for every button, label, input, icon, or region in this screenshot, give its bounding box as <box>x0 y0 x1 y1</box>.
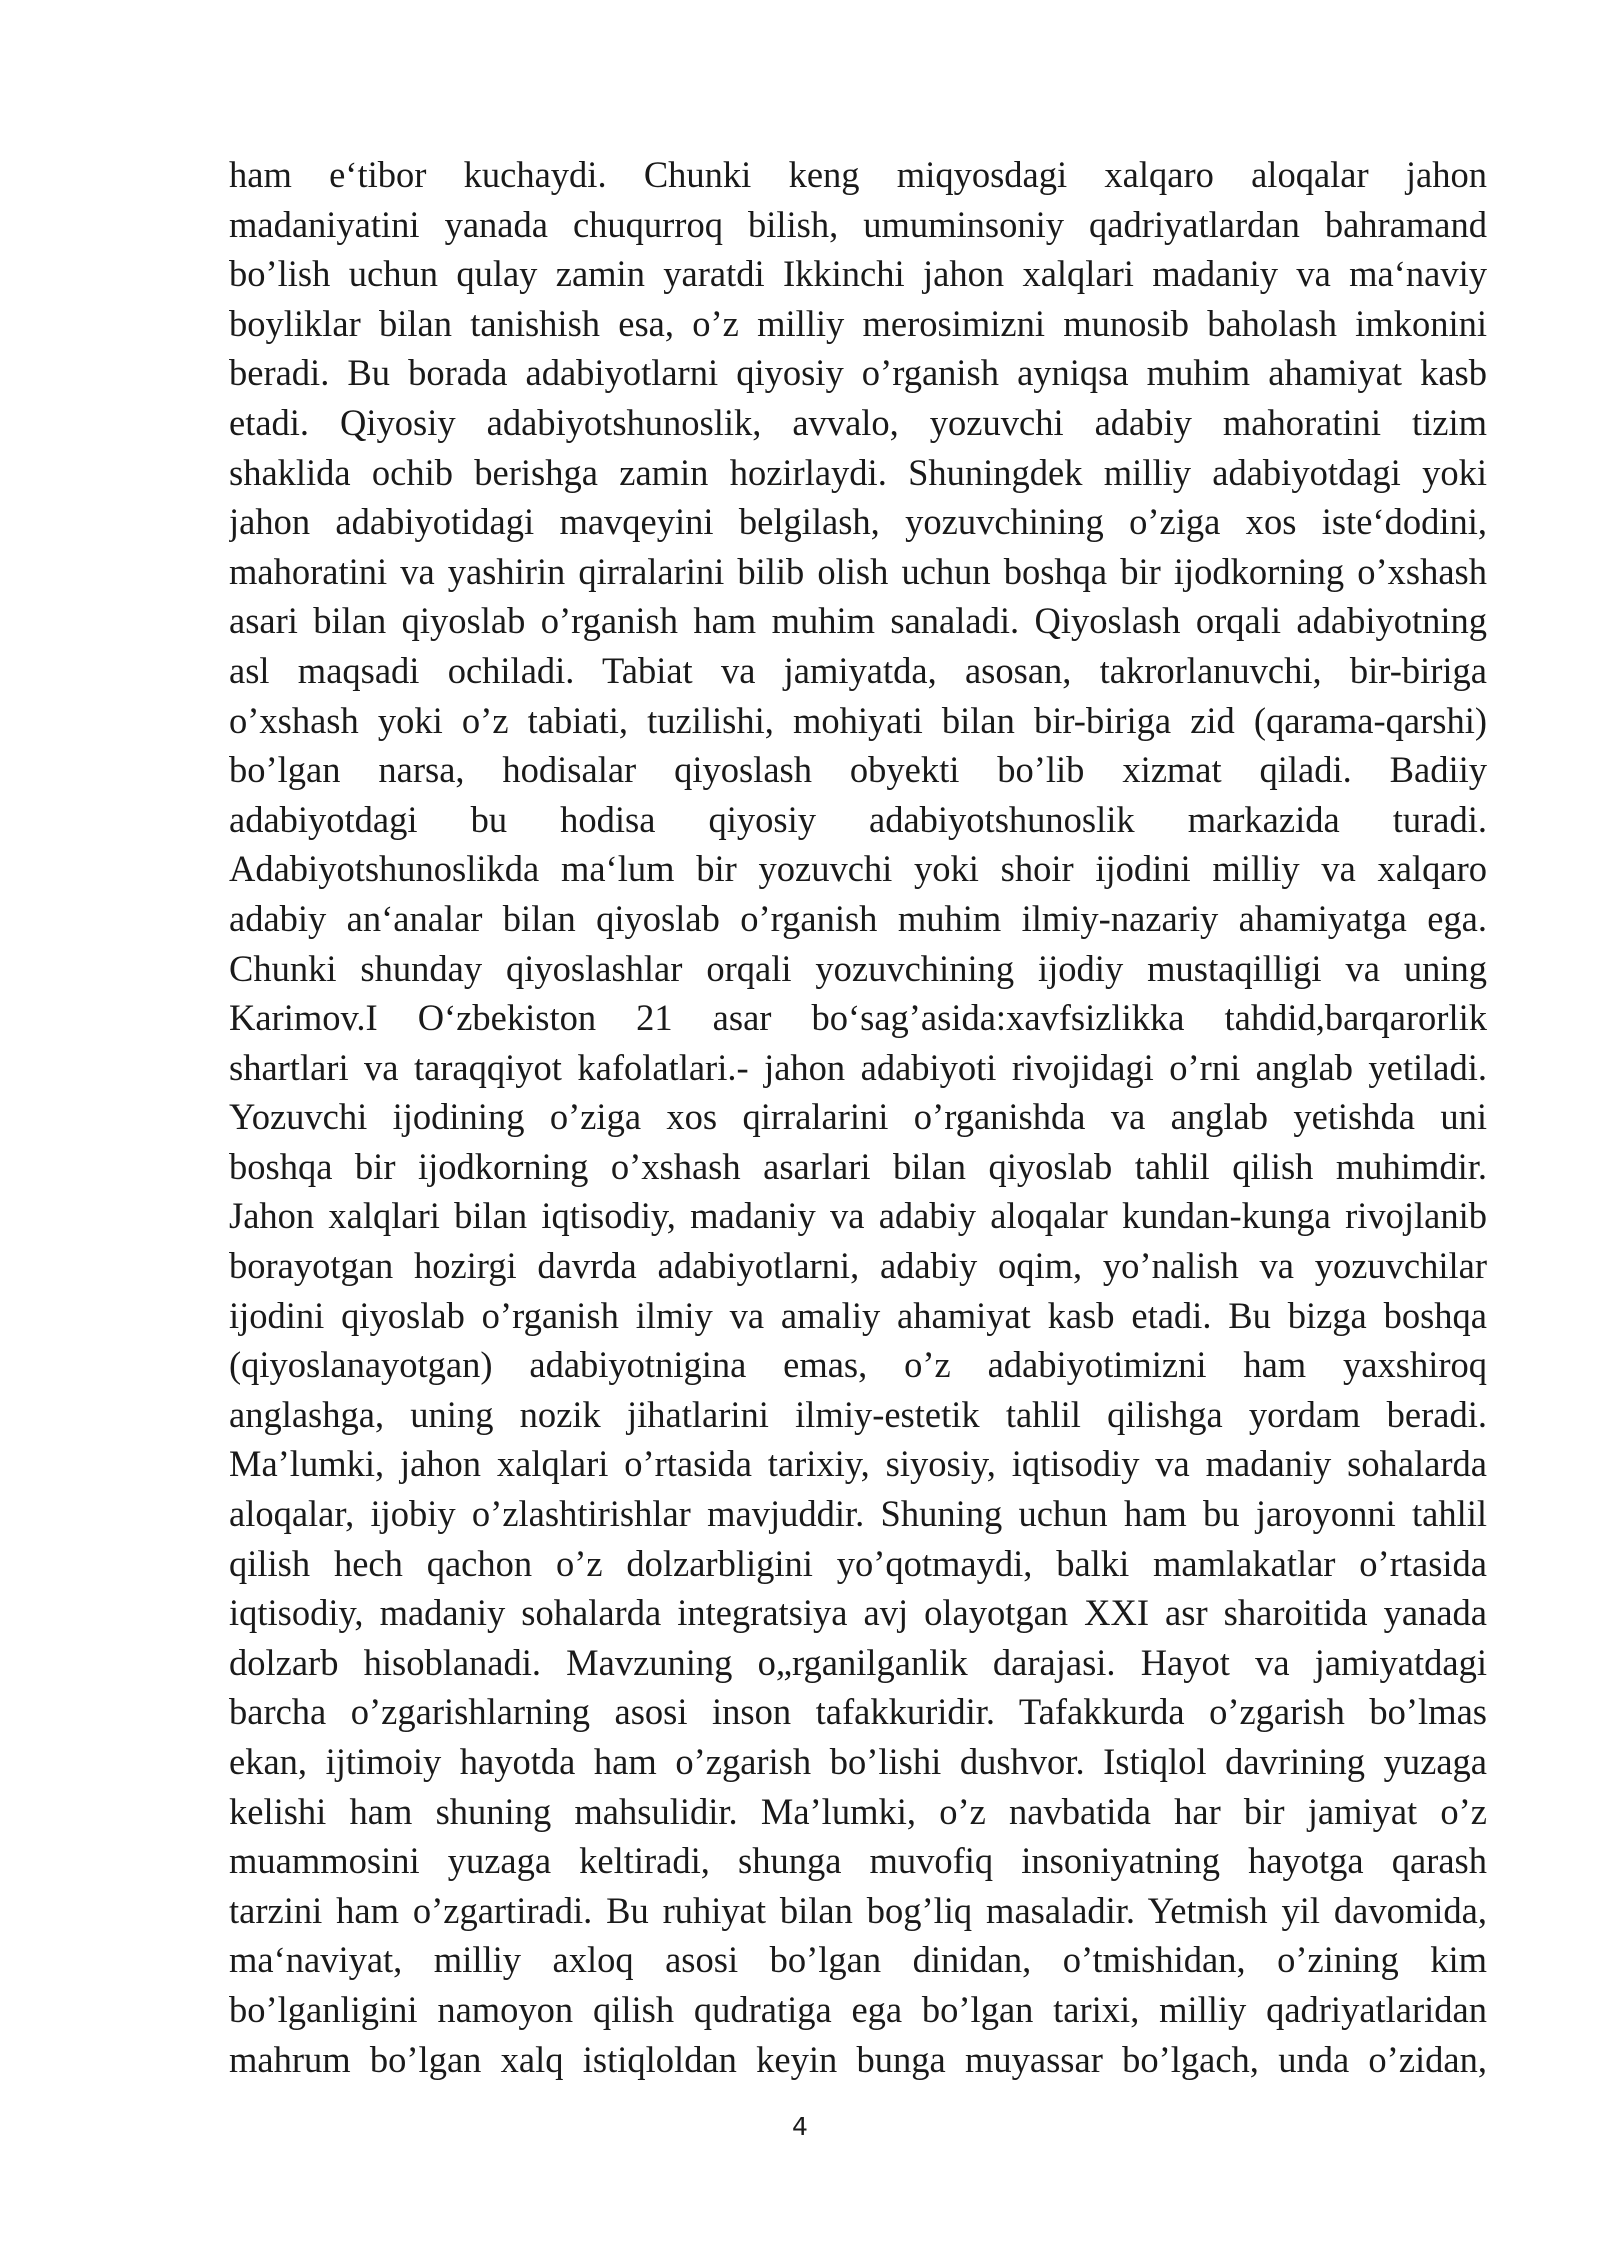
text-line: bo’lgan narsa, hodisalar qiyoslash obyekti bo’lib xizmat qiladi. Badiiy <box>229 749 1487 791</box>
text-line: boyliklar bilan tanishish esa, o’z milliy merosimizni munosib baholash imkonini <box>229 302 1487 344</box>
text-line: kelishi ham shuning mahsulidir. Ma’lumki, o’z navbatida har bir jamiyat o’z <box>229 1790 1487 1832</box>
text-line: adabiyotdagi bu hodisa qiyosiy adabiyotshunoslik markazida turadi. <box>229 798 1487 840</box>
text-line: dolzarb hisoblanadi. Mavzuning o„rganilganlik darajasi. Hayot va jamiyatdagi <box>229 1641 1487 1683</box>
text-line: mahrum bo’lgan xalq istiqloldan keyin bunga muyassar bo’lgach, unda o’zidan, <box>229 2038 1487 2080</box>
text-line: Adabiyotshunoslikda ma‘lum bir yozuvchi yoki shoir ijodini milliy va xalqaro <box>229 848 1487 890</box>
text-line: aloqalar, ijobiy o’zlashtirishlar mavjuddir. Shuning uchun ham bu jaroyonni tahlil <box>229 1493 1487 1535</box>
text-line: boshqa bir ijodkorning o’xshash asarlari bilan qiyoslab tahlil qilish muhimdir. <box>229 1145 1487 1187</box>
text-line: ham e‘tibor kuchaydi. Chunki keng miqyosdagi xalqaro aloqalar jahon <box>229 154 1487 195</box>
text-line: etadi. Qiyosiy adabiyotshunoslik, avvalo, yozuvchi adabiy mahoratini tizim <box>229 401 1487 443</box>
text-line: Yozuvchi ijodining o’ziga xos qirralarini o’rganishda va anglab yetishda uni <box>229 1096 1487 1138</box>
text-line: Ma’lumki, jahon xalqlari o’rtasida tarixiy, siyosiy, iqtisodiy va madaniy sohalarda <box>229 1443 1487 1485</box>
text-line: shaklida ochib berishga zamin hozirlaydi. Shuningdek milliy adabiyotdagi yoki <box>229 451 1487 493</box>
page-number: 4 <box>792 2112 808 2141</box>
text-line: iqtisodiy, madaniy sohalarda integratsiya avj olayotgan XXI asr sharoitida yanada <box>229 1592 1487 1634</box>
text-line: bo’lganligini namoyon qilish qudratiga ega bo’lgan tarixi, milliy qadriyatlaridan <box>229 1988 1487 2030</box>
text-line: asl maqsadi ochiladi. Tabiat va jamiyatda, asosan, takrorlanuvchi, bir-biriga <box>229 649 1487 691</box>
text-line: o’xshash yoki o’z tabiati, tuzilishi, mohiyati bilan bir-biriga zid (qarama-qarshi) <box>229 699 1487 741</box>
text-line: ijodini qiyoslab o’rganish ilmiy va amaliy ahamiyat kasb etadi. Bu bizga boshqa <box>229 1294 1487 1336</box>
text-line: beradi. Bu borada adabiyotlarni qiyosiy o’rganish ayniqsa muhim ahamiyat kasb <box>229 352 1487 394</box>
text-line: Karimov.I O‘zbekiston 21 asar bo‘sag’asida:xavfsizlikka tahdid,barqarorlik <box>229 997 1487 1039</box>
text-line: anglashga, uning nozik jihatlarini ilmiy-estetik tahlil qilishga yordam beradi. <box>229 1393 1487 1435</box>
text-line: Chunki shunday qiyoslashlar orqali yozuvchining ijodiy mustaqilligi va uning <box>229 947 1487 989</box>
text-line: muammosini yuzaga keltiradi, shunga muvofiq insoniyatning hayotga qarash <box>229 1840 1487 1882</box>
body-text <box>229 150 1487 2084</box>
text-line: mahoratini va yashirin qirralarini bilib olish uchun boshqa bir ijodkorning o’xshash <box>229 550 1487 592</box>
text-line: bo’lish uchun qulay zamin yaratdi Ikkinchi jahon xalqlari madaniy va ma‘naviy <box>229 253 1487 295</box>
text-line: ma‘naviyat, milliy axloq asosi bo’lgan dinidan, o’tmishidan, o’zining kim <box>229 1939 1487 1981</box>
text-line: borayotgan hozirgi davrda adabiyotlarni, adabiy oqim, yo’nalish va yozuvchilar <box>229 1245 1487 1287</box>
text-line: qilish hech qachon o’z dolzarbligini yo’qotmaydi, balki mamlakatlar o’rtasida <box>229 1542 1487 1584</box>
text-line: madaniyatini yanada chuqurroq bilish, umuminsoniy qadriyatlardan bahramand <box>229 203 1487 245</box>
text-line: (qiyoslanayotgan) adabiyotnigina emas, o’z adabiyotimizni ham yaxshiroq <box>229 1344 1487 1386</box>
text-line: asari bilan qiyoslab o’rganish ham muhim sanaladi. Qiyoslash orqali adabiyotning <box>229 600 1487 642</box>
text-line: barcha o’zgarishlarning asosi inson tafakkuridir. Tafakkurda o’zgarish bo’lmas <box>229 1691 1487 1733</box>
text-line: Jahon xalqlari bilan iqtisodiy, madaniy va adabiy aloqalar kundan-kunga rivojlanib <box>229 1195 1487 1237</box>
text-line: adabiy an‘analar bilan qiyoslab o’rganish muhim ilmiy-nazariy ahamiyatga ega. <box>229 897 1487 939</box>
text-line: jahon adabiyotidagi mavqeyini belgilash, yozuvchining o’ziga xos iste‘dodini, <box>229 501 1487 543</box>
text-line: shartlari va taraqqiyot kafolatlari.- jahon adabiyoti rivojidagi o’rni anglab yetiladi. <box>229 1046 1487 1088</box>
text-line: ekan, ijtimoiy hayotda ham o’zgarish bo’lishi dushvor. Istiqlol davrining yuzaga <box>229 1741 1487 1782</box>
text-line: tarzini ham o’zgartiradi. Bu ruhiyat bilan bog’liq masaladir. Yetmish yil davomida, <box>229 1889 1487 1931</box>
